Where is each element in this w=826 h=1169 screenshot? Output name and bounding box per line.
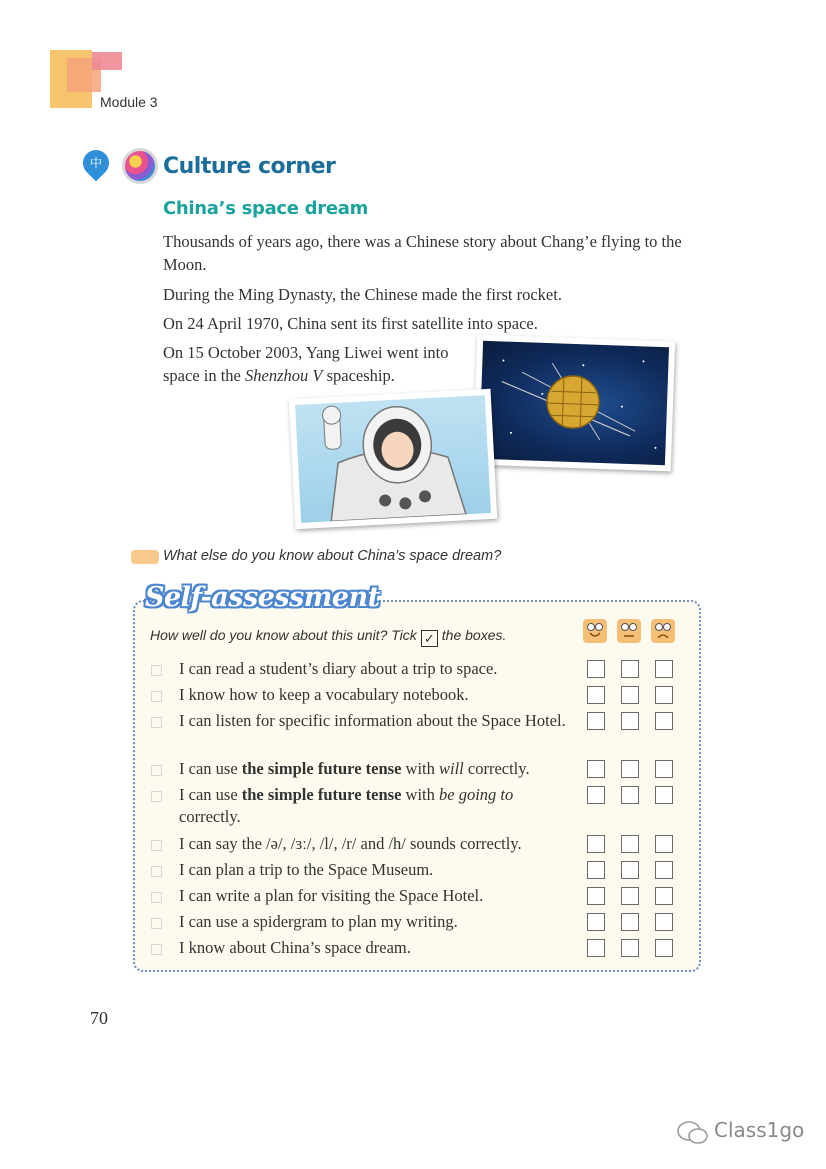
item-bullet: [151, 791, 162, 802]
discussion-question: What else do you know about China’s space dream?: [163, 548, 502, 564]
neutral-checkbox[interactable]: [621, 786, 639, 804]
item-bullet: [151, 892, 162, 903]
paragraph: During the Ming Dynasty, the Chinese made the first rocket.: [163, 285, 562, 304]
happy-checkbox[interactable]: [587, 887, 605, 905]
happy-checkbox[interactable]: [587, 712, 605, 730]
item-text: correctly.: [179, 807, 241, 826]
neutral-face-icon: [617, 619, 641, 643]
astronaut-icon: [295, 395, 491, 523]
item-text: the simple future tense: [241, 759, 402, 778]
sad-checkbox[interactable]: [655, 835, 673, 853]
instruction-text: the boxes.: [441, 627, 507, 643]
neutral-checkbox[interactable]: [621, 760, 639, 778]
paragraph-text: spaceship.: [322, 366, 395, 385]
item-text: I can use: [179, 759, 242, 778]
self-assessment-item: [179, 784, 569, 828]
sad-checkbox[interactable]: [655, 861, 673, 879]
item-text: be going to: [439, 785, 514, 804]
item-text: I can use a spidergram to plan my writing.: [179, 912, 458, 931]
item-text: with: [401, 759, 439, 778]
happy-checkbox[interactable]: [587, 939, 605, 957]
module-label: Module 3: [100, 94, 158, 110]
neutral-checkbox[interactable]: [621, 939, 639, 957]
neutral-checkbox[interactable]: [621, 861, 639, 879]
sad-checkbox[interactable]: [655, 712, 673, 730]
sad-checkbox[interactable]: [655, 887, 673, 905]
instruction-text: How well do you know about this unit? Tick: [150, 627, 417, 643]
item-text: I know about China’s space dream.: [179, 938, 411, 957]
self-assessment-item: [179, 684, 559, 706]
self-assessment-instruction: [150, 627, 506, 647]
question-marker: [131, 550, 159, 564]
item-bullet: [151, 691, 162, 702]
satellite-photo: [473, 335, 675, 472]
happy-face-icon: [583, 619, 607, 643]
astronaut-photo: [289, 389, 498, 529]
satellite-icon: [479, 341, 669, 465]
sad-checkbox[interactable]: [655, 686, 673, 704]
item-text: with: [401, 785, 439, 804]
self-assessment-item: [179, 859, 559, 881]
item-text: the simple future tense: [241, 785, 402, 804]
neutral-checkbox[interactable]: [621, 712, 639, 730]
neutral-checkbox[interactable]: [621, 913, 639, 931]
happy-checkbox[interactable]: [587, 861, 605, 879]
pin-character: 中: [89, 156, 102, 170]
item-text: I can read a student’s diary about a trip to space.: [179, 659, 498, 678]
page-number: 70: [90, 1008, 108, 1028]
happy-checkbox[interactable]: [587, 913, 605, 931]
item-bullet: [151, 717, 162, 728]
item-text: I know how to keep a vocabulary notebook.: [179, 685, 469, 704]
watermark-text: Class1go: [714, 1118, 805, 1142]
self-assessment-title: Self-assessment: [145, 582, 380, 613]
sad-face-icon: [651, 619, 675, 643]
self-assessment-item: [179, 833, 574, 855]
neutral-checkbox[interactable]: [621, 835, 639, 853]
happy-checkbox[interactable]: [587, 786, 605, 804]
paragraph-text: On 15 October 2003, Yang Liwei went into space in the: [163, 343, 449, 385]
item-text: I can listen for specific information about the Space Hotel.: [179, 711, 566, 730]
self-assessment-item: [179, 937, 559, 959]
neutral-checkbox[interactable]: [621, 887, 639, 905]
happy-checkbox[interactable]: [587, 760, 605, 778]
neutral-checkbox[interactable]: [621, 686, 639, 704]
item-text: I can say the /ə/, /ɜː/, /l/, /r/ and /h/ sounds correctly.: [179, 834, 522, 853]
self-assessment-item: [179, 885, 559, 907]
item-bullet: [151, 918, 162, 929]
item-bullet: [151, 665, 162, 676]
item-bullet: [151, 765, 162, 776]
item-bullet: [151, 866, 162, 877]
sad-checkbox[interactable]: [655, 760, 673, 778]
wechat-icon: [676, 1120, 710, 1146]
sad-checkbox[interactable]: [655, 913, 673, 931]
section-subtitle: China’s space dream: [163, 198, 369, 219]
paragraph: [163, 341, 463, 387]
item-text: I can use: [179, 785, 242, 804]
self-assessment-item: [179, 758, 569, 780]
happy-checkbox[interactable]: [587, 660, 605, 678]
item-text: will: [439, 759, 464, 778]
tick-icon: ✓: [421, 630, 438, 647]
sad-checkbox[interactable]: [655, 786, 673, 804]
happy-checkbox[interactable]: [587, 835, 605, 853]
paragraph: Thousands of years ago, there was a Chinese story about Chang’e flying to the Moon.: [163, 232, 682, 274]
sad-checkbox[interactable]: [655, 939, 673, 957]
neutral-checkbox[interactable]: [621, 660, 639, 678]
self-assessment-item: [179, 710, 569, 732]
section-title: Culture corner: [163, 154, 336, 179]
module-decoration-square: [92, 52, 122, 70]
spaceship-name: Shenzhou V: [245, 366, 323, 385]
self-assessment-item: [179, 911, 559, 933]
item-bullet: [151, 840, 162, 851]
globe-icon: [122, 148, 158, 184]
item-bullet: [151, 944, 162, 955]
item-text: correctly.: [463, 759, 530, 778]
paragraph: On 24 April 1970, China sent its first satellite into space.: [163, 314, 538, 333]
sad-checkbox[interactable]: [655, 660, 673, 678]
self-assessment-item: [179, 658, 559, 680]
happy-checkbox[interactable]: [587, 686, 605, 704]
item-text: I can plan a trip to the Space Museum.: [179, 860, 434, 879]
item-text: I can write a plan for visiting the Space Hotel.: [179, 886, 484, 905]
